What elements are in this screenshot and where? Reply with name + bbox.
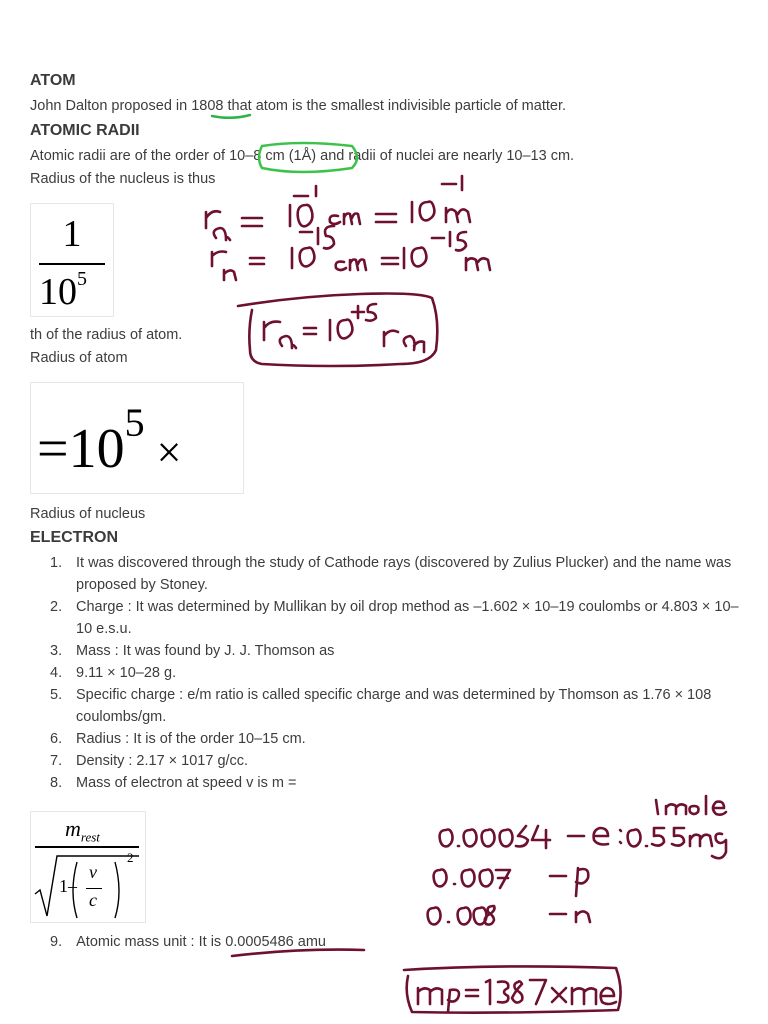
item-number: 1. bbox=[50, 555, 63, 571]
formula-one: 1 bbox=[59, 876, 68, 896]
item-text: Mass of electron at speed v is m = bbox=[76, 775, 297, 791]
handwritten-mass-notes bbox=[428, 796, 726, 925]
boxed-relation bbox=[238, 294, 437, 367]
item-number: 4. bbox=[50, 665, 63, 681]
atomic-radii-heading: ATOMIC RADII bbox=[30, 122, 140, 139]
equation-exp: 5 bbox=[124, 400, 145, 445]
formula-minus: – bbox=[68, 876, 77, 896]
radii-highlight-circle bbox=[259, 143, 357, 172]
item-number: 7. bbox=[50, 753, 63, 769]
electron-heading: ELECTRON bbox=[30, 529, 118, 546]
times-sign: × bbox=[156, 428, 182, 477]
item-number: 2. bbox=[50, 599, 63, 615]
th-of-radius-line: th of the radius of atom. bbox=[30, 327, 183, 343]
item-9-underlined: 0.0005486 amu bbox=[225, 934, 326, 950]
item-number: 6. bbox=[50, 731, 63, 747]
item-number: 8. bbox=[50, 775, 63, 791]
atom-text-before: John Dalton proposed in bbox=[30, 98, 192, 114]
item-text: Radius : It is of the order 10–15 cm. bbox=[76, 731, 306, 747]
fraction-den-exp: 5 bbox=[77, 268, 87, 290]
fraction-den-base: 10 bbox=[39, 271, 77, 313]
hw-ra-line bbox=[0, 0, 1, 1]
radii-circled-value: 10–8 cm (1Å) bbox=[229, 148, 317, 164]
radii-text-before: Atomic radii are of the order of bbox=[30, 148, 230, 164]
formula-c: c bbox=[89, 890, 97, 910]
atom-year: 1808 bbox=[191, 98, 224, 114]
equation-prefix: =10 bbox=[37, 418, 125, 480]
item-9-text: Atomic mass unit : It is bbox=[76, 934, 226, 950]
atom-heading: ATOM bbox=[30, 72, 76, 89]
formula-rest: rest bbox=[80, 829, 100, 845]
item-text: It was discovered through the study of Cathode rays (discovered by Zulius Plucker) and the name was proposed by Stoney. bbox=[76, 555, 732, 593]
boxed-mass-relation bbox=[404, 966, 621, 1012]
item-text: 9.11 × 10–28 g. bbox=[76, 665, 177, 681]
handwritten-ra-line bbox=[206, 176, 470, 240]
year-underline bbox=[212, 115, 250, 118]
item-text: Specific charge : e/m ratio is called specific charge and was determined by Thomson as 1.76 × 108 coulombs/gm. bbox=[76, 687, 712, 725]
amu-underline bbox=[232, 950, 364, 956]
item-number: 5. bbox=[50, 687, 63, 703]
radius-nucleus-line: Radius of the nucleus is thus bbox=[30, 171, 216, 187]
radius-atom-line: Radius of atom bbox=[30, 350, 128, 366]
formula-power: 2 bbox=[127, 850, 134, 865]
radii-text-after: and radii of nuclei are nearly 10–13 cm. bbox=[316, 148, 575, 164]
formula-m: m bbox=[65, 816, 81, 841]
item-text: Density : 2.17 × 1017 g/cc. bbox=[76, 753, 249, 769]
item-number: 3. bbox=[50, 643, 63, 659]
item-text: Charge : It was determined by Mullikan by oil drop method as –1.602 × 10–19 coulombs or 4.803 × 10–10 e.s.u. bbox=[76, 599, 739, 637]
atom-text-after: that atom is the smallest indivisible particle of matter. bbox=[223, 98, 567, 114]
item-number: 9. bbox=[50, 934, 63, 950]
formula-v: v bbox=[89, 862, 97, 882]
fraction-numerator: 1 bbox=[62, 213, 82, 255]
handwritten-rn-line bbox=[212, 226, 490, 280]
radius-nucleus-caption: Radius of nucleus bbox=[30, 506, 146, 522]
item-text: Mass : It was found by J. J. Thomson as bbox=[76, 643, 335, 659]
